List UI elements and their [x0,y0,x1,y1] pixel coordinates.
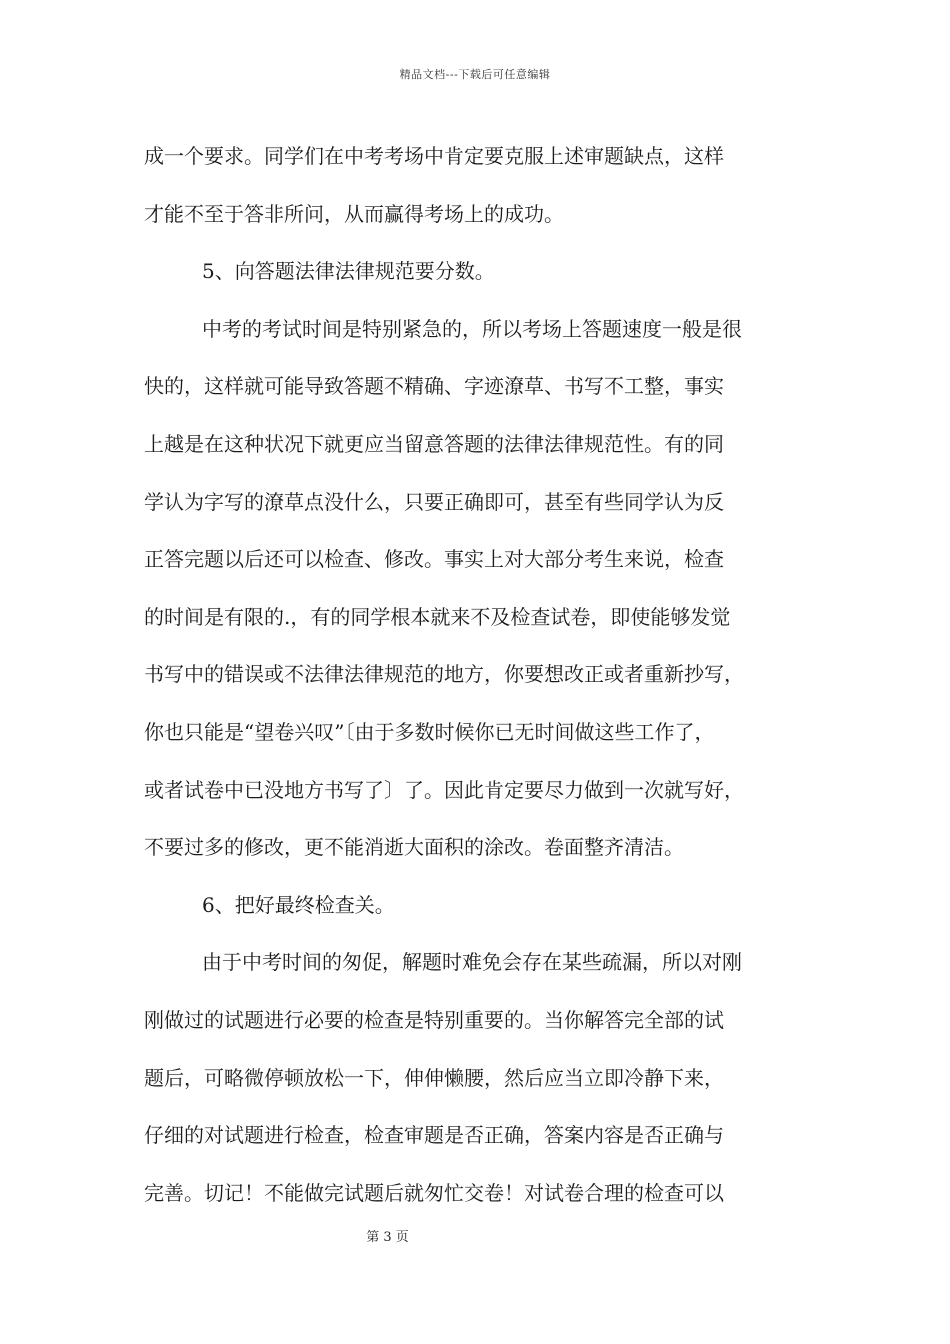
document-body [144,128,816,1222]
text-line: 不要过多的修改，更不能消逝大面积的涂改。卷面整齐清洁。 [144,835,684,860]
text-line: 仔细的对试题进行检查，检查审题是否正确，答案内容是否正确与 [144,1123,724,1148]
text-line: 你也只能是“望卷兴叹”〔由于多数时候你已无时间做这些工作了， [144,719,715,744]
text-line: 成一个要求。同学们在中考考场中肯定要克服上述审题缺点，这样 [144,144,724,168]
text-line: 书写中的错误或不法律法律规范的地方，你要想改正或者重新抄写， [144,662,744,687]
text-line: 学认为字写的潦草点没什么，只要正确即可，甚至有些同学认为反 [144,489,724,514]
text-line: 由于中考时间的匆促，解题时难免会存在某些疏漏，所以对刚 [202,950,742,975]
text-line: 上越是在这种状况下就更应当留意答题的法律法律规范性。有的同 [144,431,724,456]
text-line: 6、把好最终检查关。 [202,892,395,917]
text-line: 中考的考试时间是特别紧急的，所以考场上答题速度一般是很 [202,316,742,341]
text-line: 题后，可略微停顿放松一下，伸伸懒腰，然后应当立即冷静下来， [144,1065,724,1090]
text-line: 刚做过的试题进行必要的检查是特别重要的。当你解答完全部的试 [144,1007,724,1032]
text-line: 5、向答题法律法律规范要分数。 [202,259,495,284]
page-number: 第 3 页 [366,1230,409,1245]
text-line: 快的，这样就可能导致答题不精确、字迹潦草、书写不工整，事实 [144,374,724,399]
text-line: 的时间是有限的.，有的同学根本就来不及检查试卷，即使能够发觉 [144,604,731,629]
text-line: 才能不至于答非所问，从而赢得考场上的成功。 [144,201,564,226]
text-line: 完善。切记！不能做完试题后就匆忙交卷！对试卷合理的检查可以 [144,1180,724,1205]
text-line: 或者试卷中已没地方书写了〕了。因此肯定要尽力做到一次就写好， [144,777,744,802]
text-line: 正答完题以后还可以检查、修改。事实上对大部分考生来说，检查 [144,547,724,572]
page-header: 精品文档---下载后可任意编辑 [399,68,551,81]
